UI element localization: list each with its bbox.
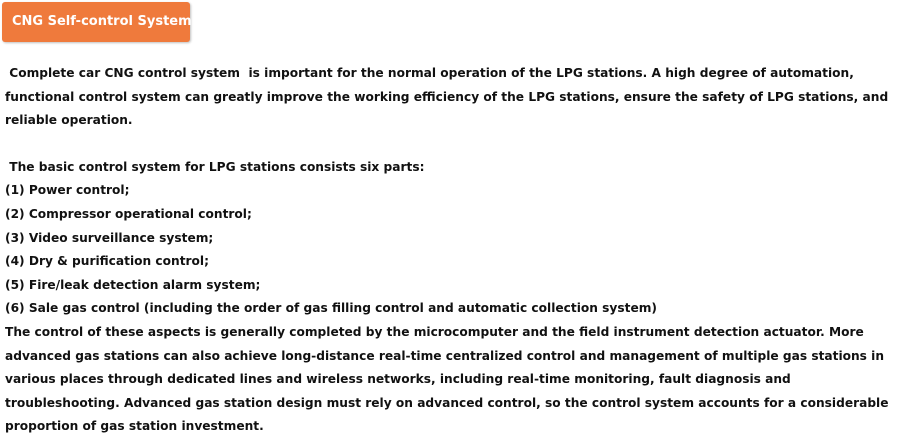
intro-paragraph: Complete car CNG control system is important for the normal operation of the LPG stations. A high degree of automation, functional control system can greatly improve the working efficiency of the LPG stations, ensure the safety of LPG stations, and reliable operation. bbox=[5, 66, 893, 128]
parts-heading: The basic control system for LPG stations consists six parts: bbox=[5, 159, 425, 174]
list-item: (2) Compressor operational control; bbox=[5, 206, 252, 221]
conclusion-paragraph: The control of these aspects is generally completed by the microcomputer and the field instrument detection actuator. More advanced gas stations can also achieve long-distance real-time centralized control and management of multiple gas stations in various places through dedicated lines and wireless networks, including real-time monitoring, fault diagnosis and troubleshooting. Advanced gas station design must rely on advanced control, so the control system accounts for a considerable proportion of gas station investment. bbox=[5, 324, 893, 434]
paragraph-spacer bbox=[5, 133, 895, 156]
parts-list bbox=[5, 179, 895, 321]
list-item: (5) Fire/leak detection alarm system; bbox=[5, 277, 261, 292]
section-title: CNG Self-control System bbox=[12, 14, 192, 29]
section-title-tag bbox=[2, 2, 190, 42]
article-body bbox=[5, 62, 895, 439]
list-item: (1) Power control; bbox=[5, 183, 130, 198]
list-item: (4) Dry & purification control; bbox=[5, 254, 209, 269]
list-item: (6) Sale gas control (including the order of gas filling control and automatic collection system) bbox=[5, 301, 657, 316]
list-item: (3) Video surveillance system; bbox=[5, 230, 214, 245]
